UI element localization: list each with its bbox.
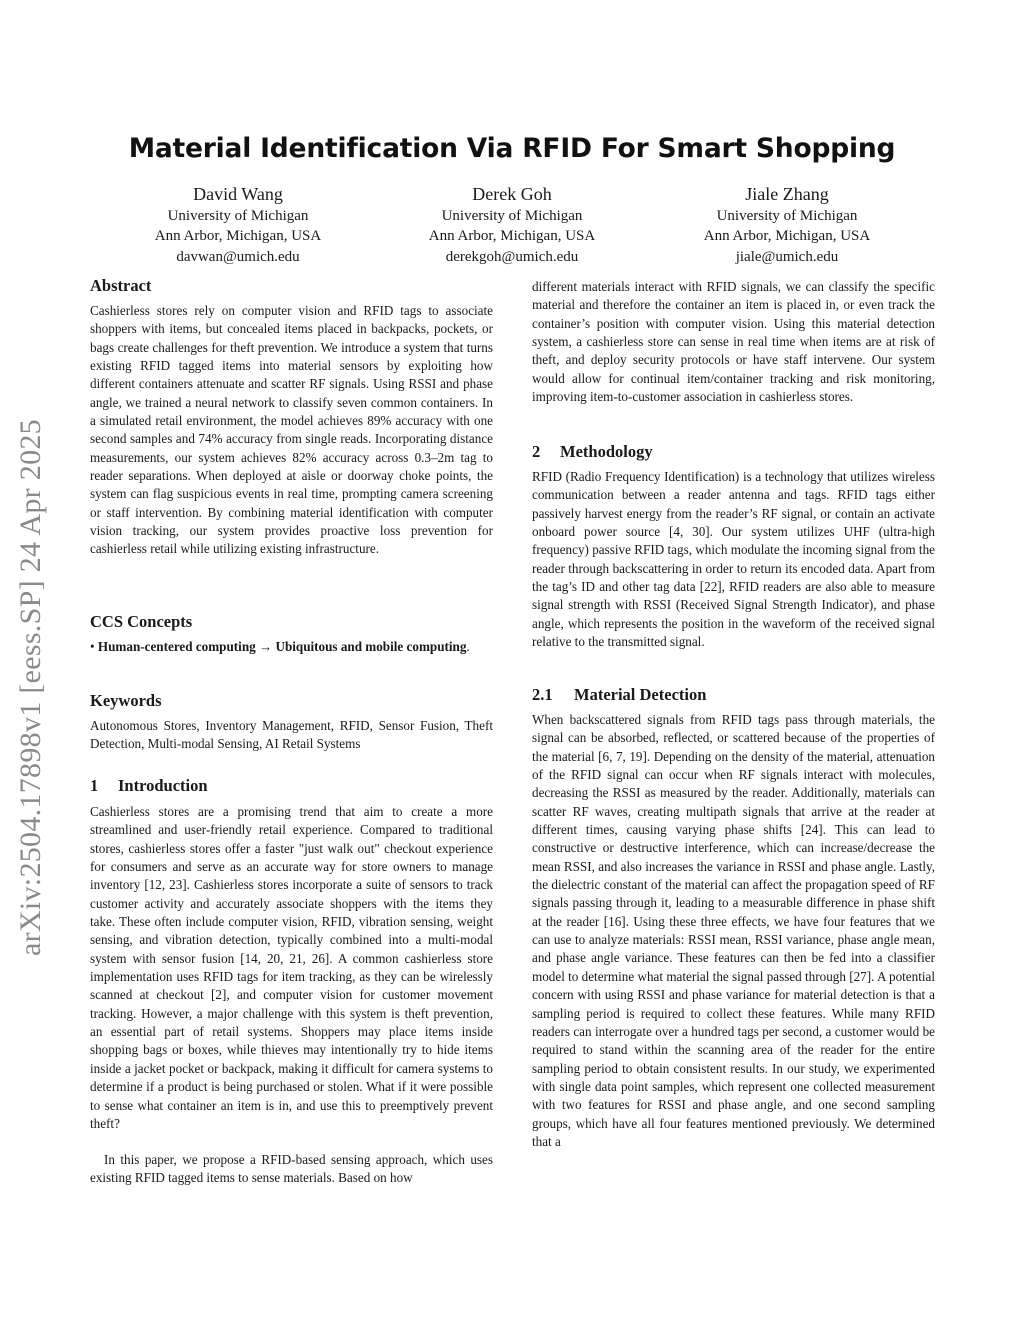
author-email: derekgoh@umich.edu bbox=[445, 248, 579, 265]
material-detection-heading bbox=[532, 686, 706, 704]
section-number: 1 bbox=[90, 776, 99, 795]
author-affiliation: University of Michigan bbox=[167, 208, 309, 224]
author-location: Ann Arbor, Michigan, USA bbox=[428, 228, 596, 245]
methodology-heading bbox=[532, 443, 653, 461]
author-name: Derek Goh bbox=[472, 184, 552, 204]
keywords-heading: Keywords bbox=[90, 691, 162, 710]
introduction-paragraph-2: In this paper, we propose a RFID-based sensing approach, which uses existing RFID tagged items to sense materials. Based on how bbox=[90, 1152, 493, 1186]
section-title: Methodology bbox=[560, 442, 653, 461]
author-block-2 bbox=[362, 182, 662, 267]
ccs-arrow: → bbox=[259, 639, 273, 654]
ccs-heading: CCS Concepts bbox=[90, 612, 193, 631]
section-title: Introduction bbox=[118, 776, 208, 795]
section-number: 2 bbox=[532, 442, 541, 461]
paper-title: Material Identification Via RFID For Smart Shopping bbox=[128, 133, 896, 164]
introduction-paragraph-1: Cashierless stores are a promising trend that aim to create a more streamlined and user-friendly retail experience. Compared to traditional stores, cashierless stores offer a faster "just walk out" checkout experience for consumers and serve as an accurate way for store owners to manage inventory [12, 23]. Cashierless stores incorporate a suite of sensors to track customer activity and accurately associate shoppers with the items they take. These often include computer vision, RFID, vibration sensing, weight sensing, and vibration detection, typically combined into a multi-modal system with sensor fusion [14, 20, 21, 26]. A common cashierless store implementation uses RFID tags for item tracking, as they can be wirelessly scanned at checkout [2], and computer vision for customer movement tracking. However, a major challenge with this system is theft prevention, an essential part of retail systems. Shoppers may place items inside shopping bags or boxes, while thieves may intentionally try to hide items inside a jacket pocket or backpack, making it difficult for camera systems to determine if a product is being purchased or stolen. What if it were possible to sense what container an item is in, and use this to preemptively prevent theft? bbox=[90, 804, 493, 1131]
abstract-text: Cashierless stores rely on computer vision and RFID tags to associate shoppers with items, but concealed items placed in backpacks, pockets, or bags create challenges for theft prevention. We introduce a system that turns existing RFID tagged items into material sensors by exploiting how different containers attenuate and scatter RF signals. Using RSSI and phase angle, we trained a neural network to classify seven common containers. In a simulated retail environment, the model achieves 89% accuracy with one second samples and 74% accuracy from single reads. Incorporating distance measurements, our system achieves 82% accuracy across 0.3–2m tag to reader separations. When deployed at aisle or doorway choke points, the system can flag suspicious events in real time, prompting camera screening or staff intervention. By combining material identification with computer vision tracking, our system provides proactive loss prevention for cashierless retail while utilizing existing infrastructure. bbox=[90, 303, 493, 557]
ccs-concepts bbox=[90, 638, 493, 656]
author-location: Ann Arbor, Michigan, USA bbox=[703, 228, 871, 245]
abstract-heading: Abstract bbox=[90, 276, 152, 295]
ccs-subconcept: Ubiquitous and mobile computing bbox=[275, 639, 467, 654]
keywords-text: Autonomous Stores, Inventory Management, RFID, Sensor Fusion, Theft Detection, Multi-modal Sensing, AI Retail Systems bbox=[90, 718, 493, 752]
section-title: Material Detection bbox=[574, 685, 707, 704]
author-name: Jiale Zhang bbox=[745, 184, 829, 204]
author-email: davwan@umich.edu bbox=[176, 248, 300, 265]
ccs-period: . bbox=[466, 639, 470, 654]
author-affiliation: University of Michigan bbox=[716, 208, 858, 224]
section-number: 2.1 bbox=[532, 685, 553, 704]
methodology-text: RFID (Radio Frequency Identification) is a technology that utilizes wireless communication between a reader antenna and tags. RFID tags either passively harvest energy from the reader’s RF signal, or contain an activate onboard power source [4, 30]. Our system utilizes UHF (ultra-high frequency) passive RFID tags, which modulate the incoming signal from the reader through backscattering in order to return its encoded data. Apart from the tag’s ID and other tag data [22], RFID readers are also able to measure signal strength with RSSI (Received Signal Strength Indicator), and phase angle, which represents the position in the waveform of the received signal relative to the transmitted signal. bbox=[532, 469, 935, 650]
ccs-concept: Human-centered computing bbox=[97, 639, 256, 654]
introduction-heading bbox=[90, 777, 208, 795]
author-name: David Wang bbox=[193, 184, 283, 204]
author-affiliation: University of Michigan bbox=[441, 208, 583, 224]
author-location: Ann Arbor, Michigan, USA bbox=[154, 228, 322, 245]
ccs-bullet: • bbox=[90, 639, 95, 654]
author-block-3 bbox=[637, 182, 937, 267]
author-email: jiale@umich.edu bbox=[735, 248, 839, 265]
material-detection-text: When backscattered signals from RFID tags pass through materials, the signal can be absorbed, reflected, or scattered because of the properties of the material [6, 7, 19]. Depending on the density of the material, attenuation of the RFID signal can occur when RF signals interact with molecules, decreasing the RSSI as measured by the reader. Additionally, materials can scatter RF waves, creating multipath signals that arrive at the reader at different times, causing varying phase shifts [24]. This can lead to constructive or destructive interference, which can increase/decrease the mean RSSI, and also increases the variance in RSSI and phase angle. Lastly, the dielectric constant of the material can affect the propagation speed of RF signals passing through it, leading to a measurable difference in phase shift at the reader [16]. Using these three effects, we have four features that we can use to analyze materials: RSSI mean, RSSI variance, phase angle mean, and phase angle variance. These features can then be fed into a classifier model to determine what material the signal passed through [27]. A potential concern with using RSSI and phase variance for material detection is that a sampling period is required to collect these features. While many RFID readers can interrogate over a hundred tags per second, a customer would be required to stand within the scanning area of the reader for the entire sampling period to obtain consistent results. In our study, we experimented with single data point samples, which represent one collected measurement with two features for RSSI and phase angle, and one second sampling groups, which have all four features mentioned previously. We determined that a bbox=[532, 712, 935, 1149]
author-block-1 bbox=[88, 182, 388, 267]
introduction-paragraph-2-continued: different materials interact with RFID signals, we can classify the specific material and therefore the container an item is placed in, or even track the container’s position with computer vision. Using this material detection system, a cashierless store can sense in real time when items are at risk of theft, and deploy security protocols or have staff intervene. Our system would allow for continual item/container tracking and risk monitoring, improving item-to-customer association in cashierless stores. bbox=[532, 279, 935, 405]
arxiv-identifier-stamp: arXiv:2504.17898v1 [eess.SP] 24 Apr 2025 bbox=[14, 419, 47, 956]
